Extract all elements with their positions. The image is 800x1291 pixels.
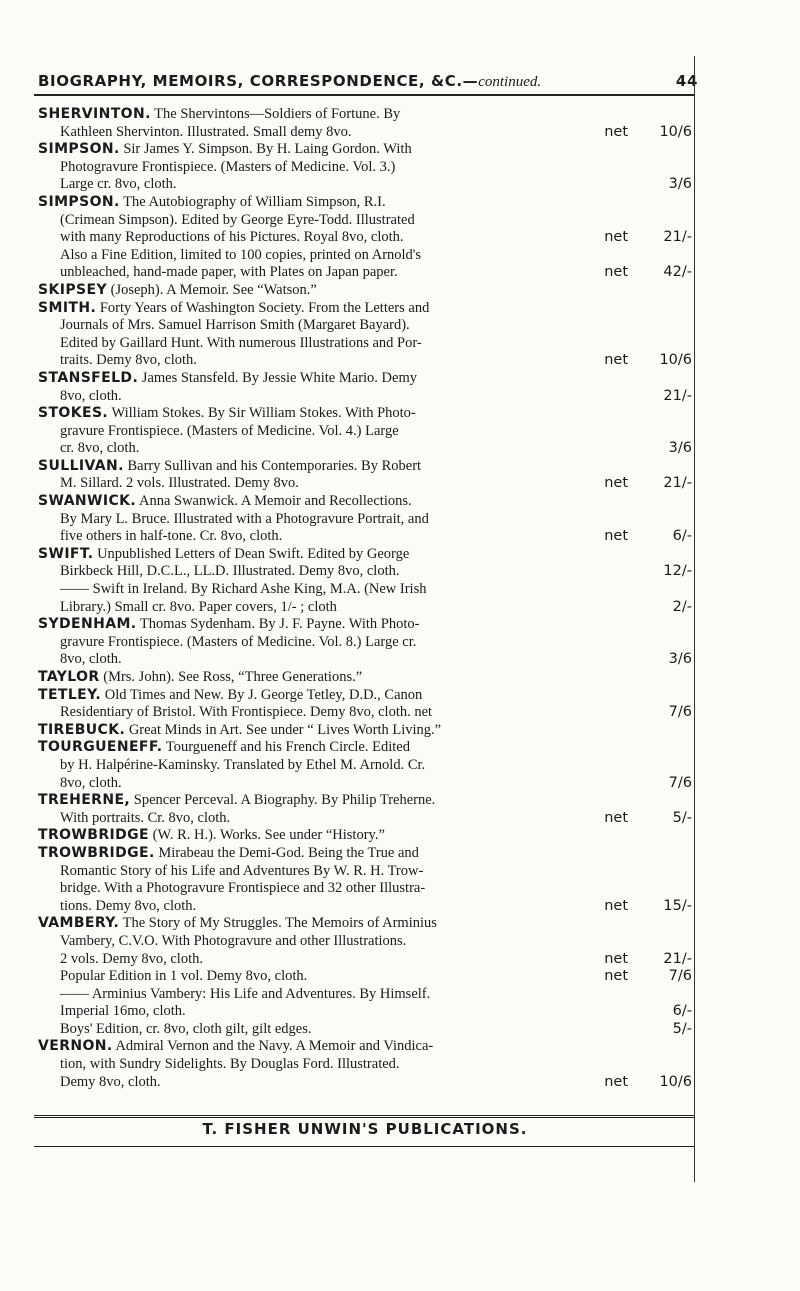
entry-text — [38, 739, 410, 757]
entry-description: —— Swift in Ireland. By Richard Ashe King, M.A. (New Irish — [60, 581, 427, 598]
price: 7/6 — [668, 704, 692, 721]
entry-description: By Mary L. Bruce. Illustrated with a Photogravure Portrait, and — [60, 510, 429, 527]
entry-line — [38, 458, 692, 476]
catalogue-entry — [38, 792, 692, 827]
entry-line — [38, 352, 692, 370]
entry-heading: TREHERNE, — [38, 792, 131, 809]
entry-text — [60, 388, 122, 406]
entry-line — [38, 124, 692, 142]
entry-description: Romantic Story of his Life and Adventures By W. R. H. Trow- — [60, 862, 424, 879]
entry-heading: TROWBRIDGE — [38, 827, 150, 844]
catalogue-entry — [38, 282, 692, 300]
entry-heading: TAYLOR — [38, 669, 100, 685]
entry-text — [60, 335, 422, 353]
entry-line — [38, 775, 692, 793]
entry-line — [38, 986, 692, 1004]
entry-text — [38, 370, 417, 388]
header-continued: continued. — [478, 74, 542, 90]
entry-line — [38, 739, 692, 757]
catalogue-entry — [38, 370, 692, 405]
entry-text — [38, 546, 409, 564]
entry-line — [38, 1021, 692, 1039]
catalogue-entry — [38, 300, 692, 370]
price: 12/- — [663, 563, 692, 580]
entry-line — [38, 440, 692, 458]
entry-description: Anna Swanwick. A Memoir and Recollections. — [136, 493, 412, 510]
entry-line — [38, 704, 692, 722]
catalogue-entry — [38, 915, 692, 1038]
entry-description: The Shervintons—Soldiers of Fortune. By — [150, 106, 401, 122]
entry-text — [38, 669, 362, 687]
footer-publisher: T. FISHER UNWIN'S PUBLICATIONS. — [202, 1120, 528, 1138]
entry-line — [38, 264, 692, 282]
price-column — [636, 440, 692, 458]
entry-line — [38, 669, 692, 687]
entry-description: Edited by Gaillard Hunt. With numerous Illustrations and Por- — [60, 334, 422, 351]
entry-line — [38, 405, 692, 423]
header-rule — [34, 94, 694, 96]
entry-line — [38, 951, 692, 969]
price: 5/- — [672, 809, 692, 826]
entry-heading: STANSFELD. — [38, 369, 139, 386]
entry-line — [38, 757, 692, 775]
entry-description: Boys' Edition, cr. 8vo, cloth gilt, gilt edges. — [60, 1020, 312, 1037]
entry-description: gravure Frontispiece. (Masters of Medicine. Vol. 4.) Large — [60, 422, 399, 439]
entry-text — [60, 880, 425, 898]
entry-description: 8vo, cloth. — [60, 651, 122, 668]
entry-description: Great Minds in Art. See under “ Lives Worth Living.” — [125, 721, 442, 738]
entry-line — [38, 229, 692, 247]
entry-line — [38, 141, 692, 159]
entry-line — [38, 176, 692, 194]
entry-line — [38, 159, 692, 177]
entry-text — [38, 493, 412, 511]
entry-text — [60, 176, 177, 194]
catalogue-listing — [38, 106, 692, 1091]
entry-text — [38, 141, 412, 159]
entry-heading: TROWBRIDGE. — [38, 844, 155, 861]
price: 3/6 — [668, 176, 692, 193]
net-label: net — [604, 897, 628, 914]
entry-text — [60, 599, 337, 617]
entry-text — [60, 634, 416, 652]
entry-description: five others in half-tone. Cr. 8vo, cloth. — [60, 528, 283, 545]
entry-line — [38, 581, 692, 599]
entry-description: James Stansfeld. By Jessie White Mario. Demy — [138, 369, 417, 386]
entry-text — [60, 810, 230, 828]
entry-heading: SIMPSON. — [38, 193, 120, 210]
entry-description: (Joseph). A Memoir. See “Watson.” — [107, 281, 317, 298]
price-column — [636, 176, 692, 194]
entry-text — [60, 475, 299, 493]
entry-description: The Autobiography of William Simpson, R.I. — [119, 193, 386, 210]
entry-heading: VERNON. — [38, 1038, 113, 1055]
price: 7/6 — [668, 774, 692, 791]
entry-text — [60, 757, 425, 775]
entry-description: Birkbeck Hill, D.C.L., LL.D. Illustrated. Demy 8vo, cloth. — [60, 563, 400, 580]
footer-rule-bottom — [34, 1146, 694, 1147]
entry-heading: SMITH. — [38, 299, 97, 316]
entry-text — [60, 229, 404, 247]
entry-heading: STOKES. — [38, 405, 109, 422]
entry-line — [38, 493, 692, 511]
entry-line — [38, 388, 692, 406]
catalogue-entry — [38, 739, 692, 792]
entry-text — [60, 986, 430, 1004]
entry-line — [38, 898, 692, 916]
entry-description: Tourgueneff and his French Circle. Edited — [162, 739, 410, 756]
entry-line — [38, 282, 692, 300]
catalogue-entry — [38, 458, 692, 493]
price: 21/- — [663, 229, 692, 246]
catalogue-entry — [38, 687, 692, 722]
catalogue-entry — [38, 405, 692, 458]
price-column — [604, 968, 692, 986]
entry-description: —— Arminius Vambery: His Life and Adventures. By Himself. — [60, 985, 431, 1002]
entry-description: cr. 8vo, cloth. — [60, 440, 140, 457]
entry-description: 2 vols. Demy 8vo, cloth. — [60, 950, 203, 967]
entry-description: Photogravure Frontispiece. (Masters of Medicine. Vol. 3.) — [60, 158, 396, 175]
net-label: net — [604, 1073, 628, 1090]
entry-description: William Stokes. By Sir William Stokes. With Photo- — [108, 405, 416, 422]
entry-line — [38, 528, 692, 546]
entry-text — [60, 968, 307, 986]
entry-description: Also a Fine Edition, limited to 100 copies, printed on Arnold's — [60, 246, 422, 263]
entry-description: M. Sillard. 2 vols. Illustrated. Demy 8vo. — [60, 475, 299, 492]
entry-line — [38, 827, 692, 845]
entry-text — [60, 317, 410, 335]
entry-text — [60, 212, 415, 230]
entry-heading: SHERVINTON. — [38, 106, 151, 122]
price: 3/6 — [668, 651, 692, 668]
price-column — [636, 651, 692, 669]
entry-heading: TETLEY. — [38, 686, 102, 703]
entry-text — [60, 933, 406, 951]
price-column — [604, 352, 692, 370]
entry-description: Residentiary of Bristol. With Frontispiece. Demy 8vo, cloth. net — [60, 704, 433, 721]
entry-line — [38, 933, 692, 951]
price-column — [636, 563, 692, 581]
price-column — [604, 810, 692, 828]
running-header — [38, 72, 698, 91]
entry-description: Thomas Sydenham. By J. F. Payne. With Photo- — [136, 616, 420, 633]
entry-text — [60, 264, 398, 282]
price: 7/6 — [668, 968, 692, 985]
price-column — [636, 704, 692, 722]
price: 5/- — [672, 1020, 692, 1037]
price: 10/6 — [659, 123, 692, 140]
entry-text — [60, 1003, 186, 1021]
entry-text — [38, 792, 435, 810]
entry-description: The Story of My Struggles. The Memoirs of Arminius — [119, 915, 437, 932]
net-label: net — [604, 229, 628, 246]
entry-line — [38, 1003, 692, 1021]
entry-description: Vambery, C.V.O. With Photogravure and other Illustrations. — [60, 932, 407, 949]
entry-description: Spencer Perceval. A Biography. By Philip Treherne. — [130, 792, 436, 809]
price-column — [636, 775, 692, 793]
entry-line — [38, 423, 692, 441]
price-column — [604, 1074, 692, 1092]
entry-text — [60, 423, 399, 441]
entry-line — [38, 1074, 692, 1092]
net-label: net — [604, 475, 628, 492]
price: 42/- — [663, 264, 692, 281]
entry-text — [38, 722, 441, 740]
entry-description: tion, with Sundry Sidelights. By Douglas Ford. Illustrated. — [60, 1056, 400, 1073]
footer-rule-top — [34, 1115, 694, 1118]
entry-line — [38, 634, 692, 652]
price: 6/- — [672, 528, 692, 545]
net-label: net — [604, 264, 628, 281]
entry-text — [38, 1038, 433, 1056]
price: 3/6 — [668, 440, 692, 457]
entry-text — [38, 845, 419, 863]
entry-description: 8vo, cloth. — [60, 774, 122, 791]
net-label: net — [604, 809, 628, 826]
entry-line — [38, 863, 692, 881]
entry-text — [38, 282, 317, 300]
entry-description: Admiral Vernon and the Navy. A Memoir and Vindica- — [112, 1038, 434, 1055]
right-margin-rule — [694, 56, 695, 1182]
catalogue-entry — [38, 845, 692, 915]
net-label: net — [604, 352, 628, 369]
entry-description: Kathleen Shervinton. Illustrated. Small demy 8vo. — [60, 123, 352, 140]
price: 21/- — [663, 387, 692, 404]
entry-text — [60, 863, 423, 881]
entry-line — [38, 300, 692, 318]
entry-heading: VAMBERY. — [38, 915, 120, 932]
entry-text — [60, 581, 426, 599]
entry-text — [38, 106, 400, 124]
entry-description: Barry Sullivan and his Contemporaries. By Robert — [123, 457, 422, 474]
entry-text — [60, 775, 122, 793]
entry-description: gravure Frontispiece. (Masters of Medicine. Vol. 8.) Large cr. — [60, 633, 417, 650]
entry-text — [60, 898, 196, 916]
entry-text — [60, 651, 122, 669]
entry-text — [38, 616, 419, 634]
price: 21/- — [663, 475, 692, 492]
entry-description: Imperial 16mo, cloth. — [60, 1003, 186, 1020]
entry-heading: TOURGUENEFF. — [38, 739, 163, 756]
price-column — [636, 1021, 692, 1039]
entry-description: bridge. With a Photogravure Frontispiece and 32 other Illustra- — [60, 880, 426, 897]
entry-text — [38, 827, 385, 845]
catalogue-entry — [38, 1038, 692, 1091]
price-column — [636, 599, 692, 617]
entry-heading: SULLIVAN. — [38, 457, 124, 474]
entry-text — [38, 194, 386, 212]
entry-description: Old Times and New. By J. George Tetley, D.D., Canon — [101, 686, 423, 703]
entry-line — [38, 1038, 692, 1056]
entry-description: with many Reproductions of his Pictures. Royal 8vo, cloth. — [60, 229, 404, 246]
entry-description: Popular Edition in 1 vol. Demy 8vo, cloth. — [60, 968, 308, 985]
entry-line — [38, 317, 692, 335]
entry-text — [38, 300, 429, 318]
entry-heading: SKIPSEY — [38, 281, 107, 298]
entry-heading: SYDENHAM. — [38, 616, 137, 633]
catalogue-entry — [38, 722, 692, 740]
price-column — [604, 229, 692, 247]
price-column — [604, 951, 692, 969]
entry-heading: SWANWICK. — [38, 493, 137, 510]
price-column — [636, 388, 692, 406]
entry-description: unbleached, hand-made paper, with Plates on Japan paper. — [60, 264, 398, 281]
entry-text — [60, 563, 399, 581]
price-column — [604, 528, 692, 546]
entry-line — [38, 722, 692, 740]
entry-description: With portraits. Cr. 8vo, cloth. — [60, 809, 231, 826]
entry-text — [60, 528, 282, 546]
entry-line — [38, 563, 692, 581]
entry-text — [60, 159, 395, 177]
net-label: net — [604, 123, 628, 140]
price: 21/- — [663, 950, 692, 967]
catalogue-entry — [38, 106, 692, 141]
entry-description: Large cr. 8vo, cloth. — [60, 176, 177, 193]
entry-heading: SIMPSON. — [38, 141, 120, 158]
entry-line — [38, 968, 692, 986]
entry-description: (W. R. H.). Works. See under “History.” — [149, 827, 385, 844]
net-label: net — [604, 950, 628, 967]
entry-description: tions. Demy 8vo, cloth. — [60, 897, 197, 914]
price: 10/6 — [659, 1073, 692, 1090]
price-column — [604, 475, 692, 493]
entry-text — [60, 1021, 312, 1039]
entry-heading: TIREBUCK. — [38, 721, 126, 738]
entry-line — [38, 616, 692, 634]
catalogue-entry — [38, 493, 692, 546]
entry-line — [38, 106, 692, 124]
entry-line — [38, 792, 692, 810]
price: 2/- — [672, 598, 692, 615]
entry-description: Unpublished Letters of Dean Swift. Edited by George — [93, 545, 410, 562]
entry-heading: SWIFT. — [38, 545, 94, 562]
price: 10/6 — [659, 352, 692, 369]
entry-description: (Crimean Simpson). Edited by George Eyre-Todd. Illustrated — [60, 211, 415, 228]
entry-line — [38, 511, 692, 529]
entry-description: 8vo, cloth. — [60, 387, 122, 404]
entry-line — [38, 810, 692, 828]
entry-line — [38, 915, 692, 933]
entry-text — [38, 915, 437, 933]
entry-description: Library.) Small cr. 8vo. Paper covers, 1/- ; cloth — [60, 598, 337, 615]
price-column — [604, 124, 692, 142]
page-number: 44 — [675, 72, 698, 90]
catalogue-entry — [38, 194, 692, 282]
entry-line — [38, 651, 692, 669]
entry-description: by H. Halpérine-Kaminsky. Translated by Ethel M. Arnold. Cr. — [60, 756, 426, 773]
entry-line — [38, 599, 692, 617]
entry-description: (Mrs. John). See Ross, “Three Generations.” — [99, 669, 363, 685]
entry-text — [60, 951, 203, 969]
entry-description: Journals of Mrs. Samuel Harrison Smith (Margaret Bayard). — [60, 317, 410, 334]
net-label: net — [604, 968, 628, 985]
entry-line — [38, 370, 692, 388]
catalogue-entry — [38, 827, 692, 845]
net-label: net — [604, 528, 628, 545]
entry-text — [60, 124, 352, 142]
entry-description: Forty Years of Washington Society. From the Letters and — [96, 299, 430, 316]
entry-line — [38, 335, 692, 353]
price-column — [636, 1003, 692, 1021]
entry-description: traits. Demy 8vo, cloth. — [60, 352, 197, 369]
price-column — [604, 264, 692, 282]
entry-description: Demy 8vo, cloth. — [60, 1073, 161, 1090]
entry-text — [60, 1074, 161, 1092]
entry-line — [38, 1056, 692, 1074]
entry-text — [38, 405, 416, 423]
header-title: BIOGRAPHY, MEMOIRS, CORRESPONDENCE, &C.—continued. — [38, 72, 542, 90]
catalogue-entry — [38, 546, 692, 616]
entry-text — [38, 458, 421, 476]
entry-line — [38, 212, 692, 230]
catalogue-entry — [38, 141, 692, 194]
entry-description: Sir James Y. Simpson. By H. Laing Gordon. With — [119, 141, 412, 158]
entry-line — [38, 845, 692, 863]
price: 6/- — [672, 1003, 692, 1020]
entry-line — [38, 546, 692, 564]
price-column — [604, 898, 692, 916]
entry-line — [38, 475, 692, 493]
price: 15/- — [663, 897, 692, 914]
entry-description: Mirabeau the Demi-God. Being the True and — [154, 844, 419, 861]
entry-text — [60, 247, 421, 265]
entry-text — [60, 352, 197, 370]
entry-line — [38, 880, 692, 898]
entry-text — [60, 1056, 400, 1074]
entry-line — [38, 194, 692, 212]
catalogue-entry — [38, 616, 692, 669]
entry-line — [38, 687, 692, 705]
entry-text — [60, 511, 429, 529]
entry-text — [38, 687, 422, 705]
entry-text — [60, 440, 139, 458]
catalogue-entry — [38, 669, 692, 687]
entry-line — [38, 247, 692, 265]
entry-text — [60, 704, 432, 722]
